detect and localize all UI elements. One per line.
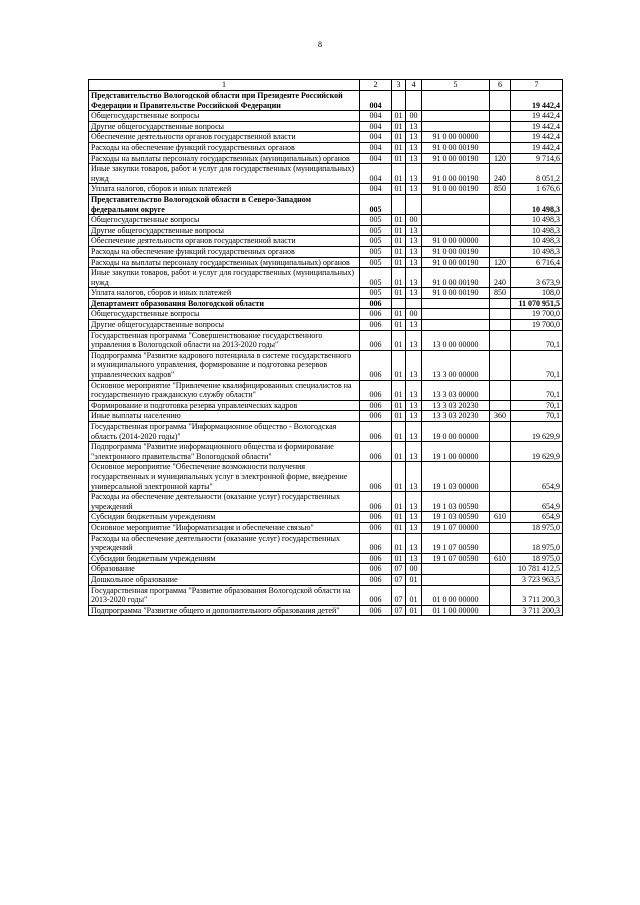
section-code-cell: 01	[392, 380, 406, 400]
subsection-code-cell: 13	[406, 350, 422, 380]
section-code-cell: 01	[392, 309, 406, 320]
amount-cell: 1 676,6	[511, 184, 563, 195]
row-name-cell: Расходы на обеспечение функций государственных органов	[89, 246, 360, 257]
amount-cell: 19 700,0	[511, 309, 563, 320]
row-name-cell: Другие общегосударственные вопросы	[89, 121, 360, 132]
expense-type-cell	[490, 91, 511, 111]
amount-cell: 19 442,4	[511, 91, 563, 111]
chapter-code-cell: 006	[360, 380, 392, 400]
expense-type-cell: 240	[490, 164, 511, 184]
table-row	[89, 298, 563, 309]
amount-cell: 3 711 200,3	[511, 585, 563, 605]
expense-type-cell	[490, 422, 511, 442]
amount-cell: 9 714,6	[511, 153, 563, 164]
target-article-cell: 91 0 00 00190	[422, 142, 490, 153]
row-name-cell: Образование	[89, 564, 360, 575]
expense-type-cell	[490, 215, 511, 226]
chapter-code-cell: 005	[360, 215, 392, 226]
target-article-cell: 91 0 00 00000	[422, 132, 490, 143]
table-row	[89, 564, 563, 575]
row-name-cell: Основное мероприятие "Привлечение квалифицированных специалистов на государственную гражданскую службу области"	[89, 380, 360, 400]
chapter-code-cell: 005	[360, 194, 392, 214]
section-code-cell: 01	[392, 121, 406, 132]
target-article-cell: 19 0 00 00000	[422, 422, 490, 442]
row-name-cell: Уплата налогов, сборов и иных платежей	[89, 184, 360, 195]
expense-type-cell: 360	[490, 411, 511, 422]
table-row	[89, 585, 563, 605]
target-article-cell	[422, 564, 490, 575]
row-name-cell: Государственная программа "Развитие образования Вологодской области на 2013-2020 годы"	[89, 585, 360, 605]
expense-type-cell	[490, 330, 511, 350]
table-row	[89, 215, 563, 226]
subsection-code-cell: 01	[406, 574, 422, 585]
chapter-code-cell: 006	[360, 320, 392, 331]
table-row	[89, 111, 563, 122]
chapter-code-cell: 006	[360, 553, 392, 564]
amount-cell: 18 975,0	[511, 533, 563, 553]
section-code-cell: 01	[392, 215, 406, 226]
expense-type-cell	[490, 442, 511, 462]
row-name-cell: Дошкольное образование	[89, 574, 360, 585]
expense-type-cell	[490, 142, 511, 153]
chapter-code-cell: 004	[360, 153, 392, 164]
chapter-code-cell: 006	[360, 411, 392, 422]
table-row	[89, 91, 563, 111]
target-article-cell	[422, 121, 490, 132]
amount-cell: 70,1	[511, 350, 563, 380]
subsection-code-cell: 01	[406, 605, 422, 616]
expense-type-cell	[490, 533, 511, 553]
target-article-cell	[422, 298, 490, 309]
table-row	[89, 533, 563, 553]
amount-cell: 19 629,9	[511, 422, 563, 442]
header-cell: 3	[392, 80, 406, 91]
target-article-cell: 91 0 00 00190	[422, 164, 490, 184]
expense-type-cell: 120	[490, 257, 511, 268]
amount-cell: 108,0	[511, 288, 563, 299]
row-name-cell: Субсидии бюджетным учреждениям	[89, 512, 360, 523]
section-code-cell: 01	[392, 225, 406, 236]
section-code-cell: 01	[392, 257, 406, 268]
target-article-cell: 19 1 03 00000	[422, 462, 490, 492]
target-article-cell	[422, 574, 490, 585]
subsection-code-cell: 13	[406, 257, 422, 268]
row-name-cell: Расходы на обеспечение функций государственных органов	[89, 142, 360, 153]
row-name-cell: Общегосударственные вопросы	[89, 215, 360, 226]
table-row	[89, 132, 563, 143]
expense-type-cell	[490, 194, 511, 214]
expense-type-cell: 850	[490, 288, 511, 299]
subsection-code-cell: 13	[406, 462, 422, 492]
header-cell: 6	[490, 80, 511, 91]
chapter-code-cell: 006	[360, 309, 392, 320]
chapter-code-cell: 006	[360, 462, 392, 492]
amount-cell: 10 781 412,5	[511, 564, 563, 575]
chapter-code-cell: 006	[360, 298, 392, 309]
section-code-cell: 01	[392, 288, 406, 299]
table-row	[89, 246, 563, 257]
row-name-cell: Расходы на выплаты персоналу государственных (муниципальных) органов	[89, 153, 360, 164]
row-name-cell: Формирование и подготовка резерва управленческих кадров	[89, 400, 360, 411]
expense-type-cell	[490, 298, 511, 309]
expense-type-cell	[490, 585, 511, 605]
target-article-cell	[422, 215, 490, 226]
chapter-code-cell: 006	[360, 605, 392, 616]
table-row	[89, 553, 563, 564]
subsection-code-cell: 13	[406, 553, 422, 564]
amount-cell: 70,1	[511, 411, 563, 422]
expense-type-cell	[490, 380, 511, 400]
header-cell: 5	[422, 80, 490, 91]
expense-type-cell	[490, 121, 511, 132]
target-article-cell: 01 0 00 00000	[422, 585, 490, 605]
expense-type-cell	[490, 132, 511, 143]
subsection-code-cell: 13	[406, 522, 422, 533]
expense-type-cell: 120	[490, 153, 511, 164]
section-code-cell: 07	[392, 574, 406, 585]
row-name-cell: Другие общегосударственные вопросы	[89, 320, 360, 331]
target-article-cell	[422, 91, 490, 111]
amount-cell: 10 498,3	[511, 225, 563, 236]
table-row	[89, 153, 563, 164]
header-cell: 1	[89, 80, 360, 91]
table-row	[89, 411, 563, 422]
section-code-cell: 01	[392, 422, 406, 442]
target-article-cell: 19 1 03 00590	[422, 492, 490, 512]
amount-cell: 654,9	[511, 492, 563, 512]
subsection-code-cell: 13	[406, 153, 422, 164]
row-name-cell: Общегосударственные вопросы	[89, 111, 360, 122]
amount-cell: 654,9	[511, 462, 563, 492]
header-cell: 7	[511, 80, 563, 91]
expense-type-cell	[490, 236, 511, 247]
section-code-cell: 01	[392, 330, 406, 350]
row-name-cell: Уплата налогов, сборов и иных платежей	[89, 288, 360, 299]
budget-table	[88, 79, 563, 616]
amount-cell: 3 723 963,5	[511, 574, 563, 585]
section-code-cell	[392, 298, 406, 309]
row-name-cell: Департамент образования Вологодской области	[89, 298, 360, 309]
table-body	[89, 91, 563, 616]
subsection-code-cell: 13	[406, 121, 422, 132]
table-row	[89, 225, 563, 236]
amount-cell: 3 711 200,3	[511, 605, 563, 616]
row-name-cell: Государственная программа "Совершенствование государственного управления в Вологодской области на 2013-2020 годы"	[89, 330, 360, 350]
subsection-code-cell: 13	[406, 142, 422, 153]
expense-type-cell	[490, 320, 511, 331]
amount-cell: 10 498,3	[511, 215, 563, 226]
subsection-code-cell: 13	[406, 442, 422, 462]
target-article-cell	[422, 225, 490, 236]
subsection-code-cell: 13	[406, 184, 422, 195]
section-code-cell: 07	[392, 585, 406, 605]
target-article-cell: 91 0 00 00000	[422, 236, 490, 247]
row-name-cell: Представительство Вологодской области при Президенте Российской Федерации и Правительстве Российской Федерации	[89, 91, 360, 111]
row-name-cell: Представительство Вологодской области в Северо-Западном федеральном округе	[89, 194, 360, 214]
table-row	[89, 605, 563, 616]
expense-type-cell	[490, 400, 511, 411]
section-code-cell: 01	[392, 442, 406, 462]
table-row	[89, 492, 563, 512]
table-row	[89, 512, 563, 523]
section-code-cell: 01	[392, 132, 406, 143]
table-row	[89, 121, 563, 132]
chapter-code-cell: 005	[360, 246, 392, 257]
expense-type-cell	[490, 309, 511, 320]
chapter-code-cell: 004	[360, 111, 392, 122]
expense-type-cell: 610	[490, 512, 511, 523]
row-name-cell: Подпрограмма "Развитие общего и дополнительного образования детей"	[89, 605, 360, 616]
table-row	[89, 442, 563, 462]
subsection-code-cell	[406, 298, 422, 309]
chapter-code-cell: 006	[360, 492, 392, 512]
expense-type-cell: 850	[490, 184, 511, 195]
row-name-cell: Другие общегосударственные вопросы	[89, 225, 360, 236]
subsection-code-cell: 00	[406, 564, 422, 575]
subsection-code-cell: 13	[406, 330, 422, 350]
chapter-code-cell: 005	[360, 225, 392, 236]
amount-cell: 19 700,0	[511, 320, 563, 331]
section-code-cell: 01	[392, 492, 406, 512]
subsection-code-cell: 00	[406, 111, 422, 122]
chapter-code-cell: 005	[360, 236, 392, 247]
row-name-cell: Обеспечение деятельности органов государственной власти	[89, 132, 360, 143]
subsection-code-cell	[406, 91, 422, 111]
row-name-cell: Подпрограмма "Развитие информационного общества и формирование "электронного правительства" Вологодской области"	[89, 442, 360, 462]
target-article-cell	[422, 309, 490, 320]
table-row	[89, 380, 563, 400]
row-name-cell: Основное мероприятие "Обеспечение возможности получения государственных и муниципальных услуг в электронной форме, внедрение универсальной электронной карты"	[89, 462, 360, 492]
chapter-code-cell: 004	[360, 121, 392, 132]
chapter-code-cell: 006	[360, 522, 392, 533]
target-article-cell: 91 0 00 00190	[422, 288, 490, 299]
section-code-cell: 01	[392, 184, 406, 195]
table-row	[89, 422, 563, 442]
row-name-cell: Иные выплаты населению	[89, 411, 360, 422]
table-header-row	[89, 80, 563, 91]
subsection-code-cell: 13	[406, 512, 422, 523]
amount-cell: 19 629,9	[511, 442, 563, 462]
chapter-code-cell: 006	[360, 533, 392, 553]
amount-cell: 6 716,4	[511, 257, 563, 268]
amount-cell: 19 442,4	[511, 121, 563, 132]
section-code-cell: 01	[392, 462, 406, 492]
chapter-code-cell: 006	[360, 422, 392, 442]
chapter-code-cell: 005	[360, 288, 392, 299]
expense-type-cell	[490, 350, 511, 380]
chapter-code-cell: 005	[360, 257, 392, 268]
chapter-code-cell: 006	[360, 442, 392, 462]
expense-type-cell	[490, 522, 511, 533]
amount-cell: 70,1	[511, 400, 563, 411]
subsection-code-cell: 13	[406, 533, 422, 553]
subsection-code-cell: 13	[406, 288, 422, 299]
section-code-cell: 01	[392, 142, 406, 153]
subsection-code-cell: 00	[406, 215, 422, 226]
section-code-cell: 01	[392, 533, 406, 553]
section-code-cell: 01	[392, 164, 406, 184]
amount-cell: 18 975,0	[511, 553, 563, 564]
target-article-cell: 91 0 00 00190	[422, 257, 490, 268]
amount-cell: 19 442,4	[511, 142, 563, 153]
table-row	[89, 574, 563, 585]
target-article-cell: 13 3 03 20230	[422, 411, 490, 422]
row-name-cell: Расходы на обеспечение деятельности (оказание услуг) государственных учреждений	[89, 533, 360, 553]
header-cell: 2	[360, 80, 392, 91]
chapter-code-cell: 006	[360, 564, 392, 575]
target-article-cell: 19 1 07 00000	[422, 522, 490, 533]
subsection-code-cell: 00	[406, 309, 422, 320]
expense-type-cell	[490, 111, 511, 122]
chapter-code-cell: 006	[360, 330, 392, 350]
section-code-cell: 01	[392, 400, 406, 411]
section-code-cell	[392, 91, 406, 111]
target-article-cell	[422, 194, 490, 214]
target-article-cell: 19 1 07 00590	[422, 553, 490, 564]
expense-type-cell	[490, 605, 511, 616]
subsection-code-cell: 13	[406, 164, 422, 184]
target-article-cell: 91 0 00 00190	[422, 184, 490, 195]
section-code-cell: 01	[392, 553, 406, 564]
table-row	[89, 309, 563, 320]
subsection-code-cell: 13	[406, 225, 422, 236]
subsection-code-cell: 13	[406, 320, 422, 331]
table-row	[89, 194, 563, 214]
page-number: 8	[318, 40, 322, 49]
row-name-cell: Субсидии бюджетным учреждениям	[89, 553, 360, 564]
expense-type-cell: 240	[490, 268, 511, 288]
chapter-code-cell: 006	[360, 350, 392, 380]
section-code-cell: 07	[392, 605, 406, 616]
table-row	[89, 330, 563, 350]
subsection-code-cell: 13	[406, 400, 422, 411]
expense-type-cell	[490, 462, 511, 492]
amount-cell: 10 498,3	[511, 194, 563, 214]
subsection-code-cell: 13	[406, 422, 422, 442]
chapter-code-cell: 004	[360, 142, 392, 153]
target-article-cell	[422, 111, 490, 122]
table-row	[89, 462, 563, 492]
subsection-code-cell: 01	[406, 585, 422, 605]
chapter-code-cell: 004	[360, 164, 392, 184]
chapter-code-cell: 004	[360, 184, 392, 195]
section-code-cell: 01	[392, 268, 406, 288]
target-article-cell: 19 1 03 00590	[422, 512, 490, 523]
target-article-cell: 19 1 07 00590	[422, 533, 490, 553]
header-cell: 4	[406, 80, 422, 91]
section-code-cell: 01	[392, 236, 406, 247]
section-code-cell: 01	[392, 153, 406, 164]
target-article-cell: 01 1 00 00000	[422, 605, 490, 616]
target-article-cell: 13 3 00 00000	[422, 350, 490, 380]
expense-type-cell	[490, 225, 511, 236]
chapter-code-cell: 004	[360, 91, 392, 111]
target-article-cell: 13 3 03 20230	[422, 400, 490, 411]
table-row	[89, 257, 563, 268]
section-code-cell: 01	[392, 522, 406, 533]
subsection-code-cell: 13	[406, 492, 422, 512]
target-article-cell: 91 0 00 00190	[422, 153, 490, 164]
row-name-cell: Иные закупки товаров, работ и услуг для государственных (муниципальных) нужд	[89, 164, 360, 184]
row-name-cell: Государственная программа "Информационное общество - Вологодская область (2014-2020 годы)"	[89, 422, 360, 442]
table-row	[89, 236, 563, 247]
target-article-cell: 91 0 00 00190	[422, 268, 490, 288]
amount-cell: 10 498,3	[511, 236, 563, 247]
amount-cell: 70,1	[511, 330, 563, 350]
section-code-cell: 01	[392, 411, 406, 422]
expense-type-cell: 610	[490, 553, 511, 564]
section-code-cell: 01	[392, 246, 406, 257]
expense-type-cell	[490, 574, 511, 585]
table-row	[89, 164, 563, 184]
table-row	[89, 268, 563, 288]
chapter-code-cell: 006	[360, 512, 392, 523]
row-name-cell: Основное мероприятие "Информатизация и обеспечение связью"	[89, 522, 360, 533]
target-article-cell: 19 1 00 00000	[422, 442, 490, 462]
row-name-cell: Иные закупки товаров, работ и услуг для государственных (муниципальных) нужд	[89, 268, 360, 288]
chapter-code-cell: 004	[360, 132, 392, 143]
target-article-cell	[422, 320, 490, 331]
table-row	[89, 184, 563, 195]
subsection-code-cell: 13	[406, 236, 422, 247]
amount-cell: 19 442,4	[511, 111, 563, 122]
subsection-code-cell: 13	[406, 132, 422, 143]
amount-cell: 3 673,9	[511, 268, 563, 288]
expense-type-cell	[490, 492, 511, 512]
section-code-cell: 01	[392, 350, 406, 380]
row-name-cell: Расходы на выплаты персоналу государственных (муниципальных) органов	[89, 257, 360, 268]
subsection-code-cell: 13	[406, 246, 422, 257]
amount-cell: 8 051,2	[511, 164, 563, 184]
expense-type-cell	[490, 564, 511, 575]
subsection-code-cell: 13	[406, 411, 422, 422]
table-row	[89, 400, 563, 411]
target-article-cell: 91 0 00 00190	[422, 246, 490, 257]
section-code-cell: 01	[392, 111, 406, 122]
amount-cell: 18 975,0	[511, 522, 563, 533]
section-code-cell: 01	[392, 320, 406, 331]
table-row	[89, 288, 563, 299]
amount-cell: 10 498,3	[511, 246, 563, 257]
chapter-code-cell: 006	[360, 400, 392, 411]
amount-cell: 654,9	[511, 512, 563, 523]
table-row	[89, 522, 563, 533]
amount-cell: 19 442,4	[511, 132, 563, 143]
chapter-code-cell: 006	[360, 574, 392, 585]
row-name-cell: Подпрограмма "Развитие кадрового потенциала в системе государственного и муниципального управления, формирование и подготовка резервов управленческих кадров"	[89, 350, 360, 380]
row-name-cell: Расходы на обеспечение деятельности (оказание услуг) государственных учреждений	[89, 492, 360, 512]
table-row	[89, 142, 563, 153]
subsection-code-cell: 13	[406, 380, 422, 400]
section-code-cell	[392, 194, 406, 214]
amount-cell: 70,1	[511, 380, 563, 400]
target-article-cell: 13 0 00 00000	[422, 330, 490, 350]
expense-type-cell	[490, 246, 511, 257]
chapter-code-cell: 005	[360, 268, 392, 288]
section-code-cell: 01	[392, 512, 406, 523]
subsection-code-cell: 13	[406, 268, 422, 288]
table-row	[89, 320, 563, 331]
amount-cell: 11 070 951,5	[511, 298, 563, 309]
table-row	[89, 350, 563, 380]
section-code-cell: 07	[392, 564, 406, 575]
row-name-cell: Обеспечение деятельности органов государственной власти	[89, 236, 360, 247]
subsection-code-cell	[406, 194, 422, 214]
chapter-code-cell: 006	[360, 585, 392, 605]
row-name-cell: Общегосударственные вопросы	[89, 309, 360, 320]
target-article-cell: 13 3 03 00000	[422, 380, 490, 400]
